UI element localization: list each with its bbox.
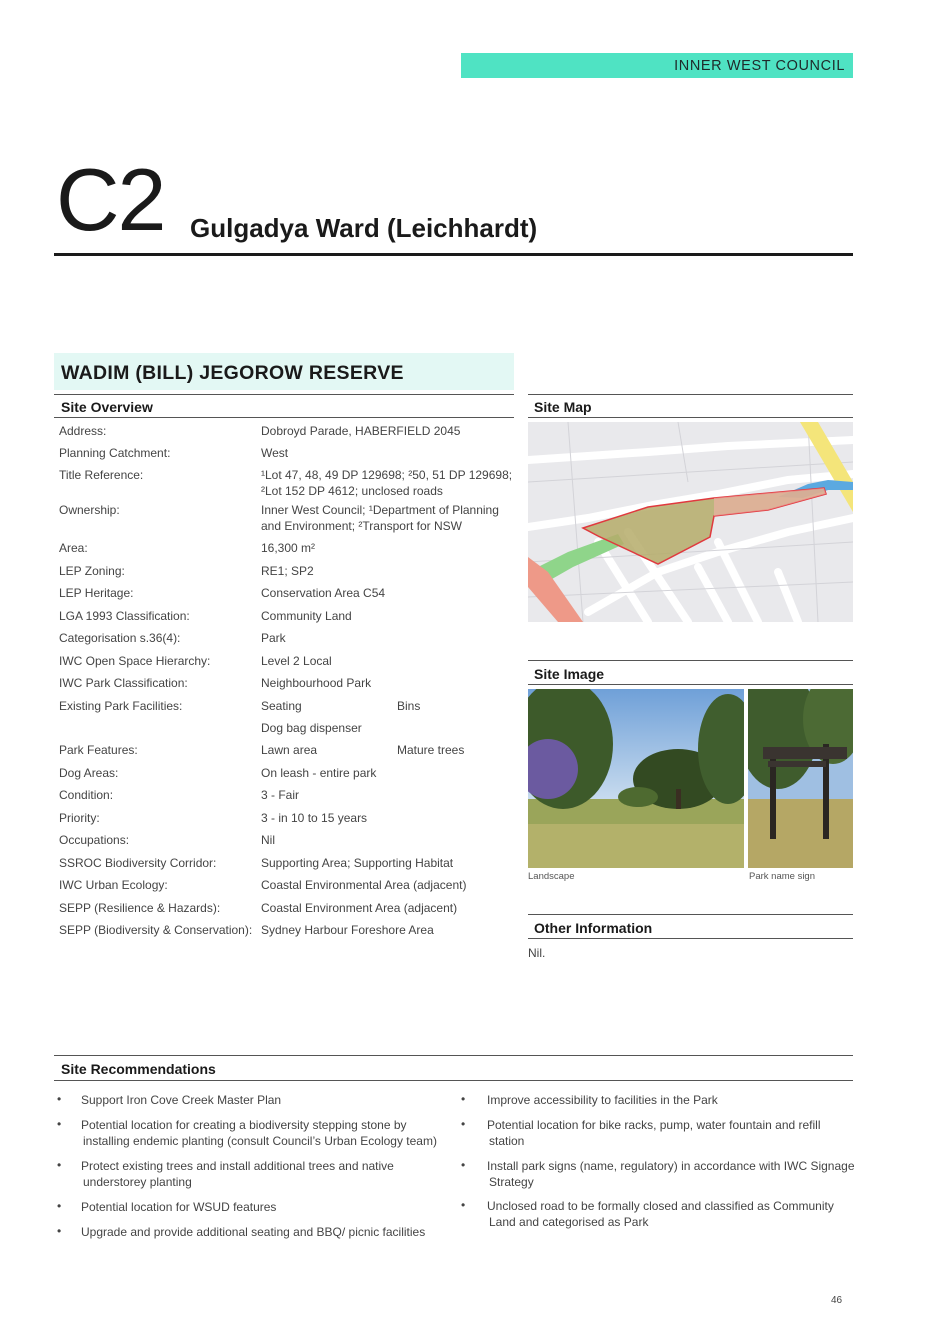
row-value-facility-seating: Seating (261, 699, 302, 713)
row-value-area: 16,300 m² (261, 541, 316, 555)
row-value-categorisation: Park (261, 631, 286, 645)
title-divider (54, 253, 853, 256)
row-value-ownership-1: Inner West Council; ¹Department of Planning (261, 503, 499, 517)
row-label-park-classification: IWC Park Classification: (59, 676, 188, 690)
park-sign-photo (748, 689, 853, 868)
bullet: • (57, 1224, 62, 1238)
park-sign-caption: Park name sign (749, 871, 816, 882)
recommendation-item-cont: station (489, 1134, 525, 1148)
bullet: • (461, 1158, 466, 1172)
row-label-occupations: Occupations: (59, 833, 130, 847)
image-bottom-rule (528, 684, 853, 685)
bullet: • (57, 1158, 62, 1172)
other-info-title: Other Information (534, 920, 653, 936)
site-image-title: Site Image (534, 666, 605, 682)
row-value-priority: 3 - in 10 to 15 years (261, 811, 368, 825)
row-value-feature-trees: Mature trees (397, 743, 465, 757)
recommendation-item-cont: understorey planting (83, 1175, 192, 1189)
recommendation-item-cont: Strategy (489, 1175, 534, 1189)
bullet: • (461, 1117, 466, 1131)
recommendation-item: Improve accessibility to facilities in the Park (487, 1093, 718, 1107)
row-value-occupations: Nil (261, 833, 275, 847)
row-label-address: Address: (59, 424, 107, 438)
section-code: C2 (56, 150, 165, 249)
recommendation-item: Protect existing trees and install additional trees and native (81, 1159, 394, 1173)
row-value-dog-areas: On leash - entire park (261, 766, 377, 780)
row-value-facility-dog-bag: Dog bag dispenser (261, 721, 362, 735)
site-map (528, 422, 853, 622)
recommendations-title: Site Recommendations (61, 1061, 216, 1077)
row-label-sepp-resilience: SEPP (Resilience & Hazards): (59, 901, 221, 915)
bullet: • (461, 1198, 466, 1212)
council-name: INNER WEST COUNCIL (674, 58, 845, 74)
other-info-text: Nil. (528, 946, 546, 960)
recommendation-item-cont: Land and categorised as Park (489, 1215, 649, 1229)
council-header-bar (461, 53, 853, 78)
row-label-lga-classification: LGA 1993 Classification: (59, 609, 190, 623)
row-label-area: Area: (59, 541, 88, 555)
image-top-rule (528, 660, 853, 661)
other-info-bottom-rule (528, 938, 853, 939)
row-label-facilities: Existing Park Facilities: (59, 699, 183, 713)
row-value-ownership-2: and Environment; ²Transport for NSW (261, 519, 462, 533)
recommendations-bottom-rule (54, 1080, 853, 1081)
row-value-title-reference-1: ¹Lot 47, 48, 49 DP 129698; ²50, 51 DP 129698; (261, 468, 513, 482)
row-value-facility-bins: Bins (397, 699, 421, 713)
recommendation-item: Upgrade and provide additional seating and BBQ/ picnic facilities (81, 1225, 426, 1239)
row-label-categorisation: Categorisation s.36(4): (59, 631, 181, 645)
landscape-photo (528, 689, 744, 868)
bullet: • (461, 1092, 466, 1106)
row-label-catchment: Planning Catchment: (59, 446, 171, 460)
landscape-caption: Landscape (528, 871, 575, 882)
row-label-sepp-biodiversity: SEPP (Biodiversity & Conservation): (59, 923, 253, 937)
row-value-catchment: West (261, 446, 289, 460)
other-info-top-rule (528, 914, 853, 915)
bullet: • (57, 1117, 62, 1131)
row-value-address: Dobroyd Parade, HABERFIELD 2045 (261, 424, 461, 438)
row-label-ssroc: SSROC Biodiversity Corridor: (59, 856, 217, 870)
recommendations-top-rule (54, 1055, 853, 1056)
recommendation-item: Install park signs (name, regulatory) in accordance with IWC Signage (487, 1159, 855, 1173)
map-top-rule (528, 394, 853, 395)
map-bottom-rule (528, 417, 853, 418)
row-value-title-reference-2: ²Lot 152 DP 4612; unclosed roads (261, 484, 443, 498)
row-label-hierarchy: IWC Open Space Hierarchy: (59, 654, 211, 668)
recommendation-item: Support Iron Cove Creek Master Plan (81, 1093, 282, 1107)
row-value-lep-heritage: Conservation Area C54 (261, 586, 386, 600)
bullet: • (57, 1199, 62, 1213)
row-value-feature-lawn: Lawn area (261, 743, 318, 757)
row-label-urban-ecology: IWC Urban Ecology: (59, 878, 168, 892)
row-label-lep-zoning: LEP Zoning: (59, 564, 125, 578)
row-value-sepp-biodiversity: Sydney Harbour Foreshore Area (261, 923, 434, 937)
row-label-condition: Condition: (59, 788, 114, 802)
overview-title: Site Overview (61, 399, 153, 415)
row-value-park-classification: Neighbourhood Park (261, 676, 372, 690)
recommendation-item: Potential location for WSUD features (81, 1200, 277, 1214)
row-value-lep-zoning: RE1; SP2 (261, 564, 314, 578)
recommendation-item-cont: installing endemic planting (consult Council’s Urban Ecology team) (83, 1134, 437, 1148)
row-value-lga-classification: Community Land (261, 609, 352, 623)
row-value-sepp-resilience: Coastal Environment Area (adjacent) (261, 901, 458, 915)
row-label-lep-heritage: LEP Heritage: (59, 586, 134, 600)
row-value-condition: 3 - Fair (261, 788, 300, 802)
reserve-name: WADIM (BILL) JEGOROW RESERVE (61, 362, 404, 384)
page-number: 46 (831, 1295, 843, 1306)
row-label-title-reference: Title Reference: (59, 468, 144, 482)
row-label-dog-areas: Dog Areas: (59, 766, 119, 780)
row-label-park-features: Park Features: (59, 743, 138, 757)
row-label-ownership: Ownership: (59, 503, 120, 517)
row-value-ssroc: Supporting Area; Supporting Habitat (261, 856, 454, 870)
bullet: • (57, 1092, 62, 1106)
ward-title: Gulgadya Ward (Leichhardt) (190, 213, 538, 243)
row-value-hierarchy: Level 2 Local (261, 654, 332, 668)
overview-top-rule (54, 394, 514, 395)
row-label-priority: Priority: (59, 811, 100, 825)
row-value-urban-ecology: Coastal Environmental Area (adjacent) (261, 878, 467, 892)
recommendation-item: Potential location for creating a biodiversity stepping stone by (81, 1118, 407, 1132)
site-map-title: Site Map (534, 399, 592, 415)
recommendation-item: Potential location for bike racks, pump, water fountain and refill (487, 1118, 821, 1132)
recommendation-item: Unclosed road to be formally closed and classified as Community (487, 1199, 834, 1213)
overview-bottom-rule (54, 417, 514, 418)
